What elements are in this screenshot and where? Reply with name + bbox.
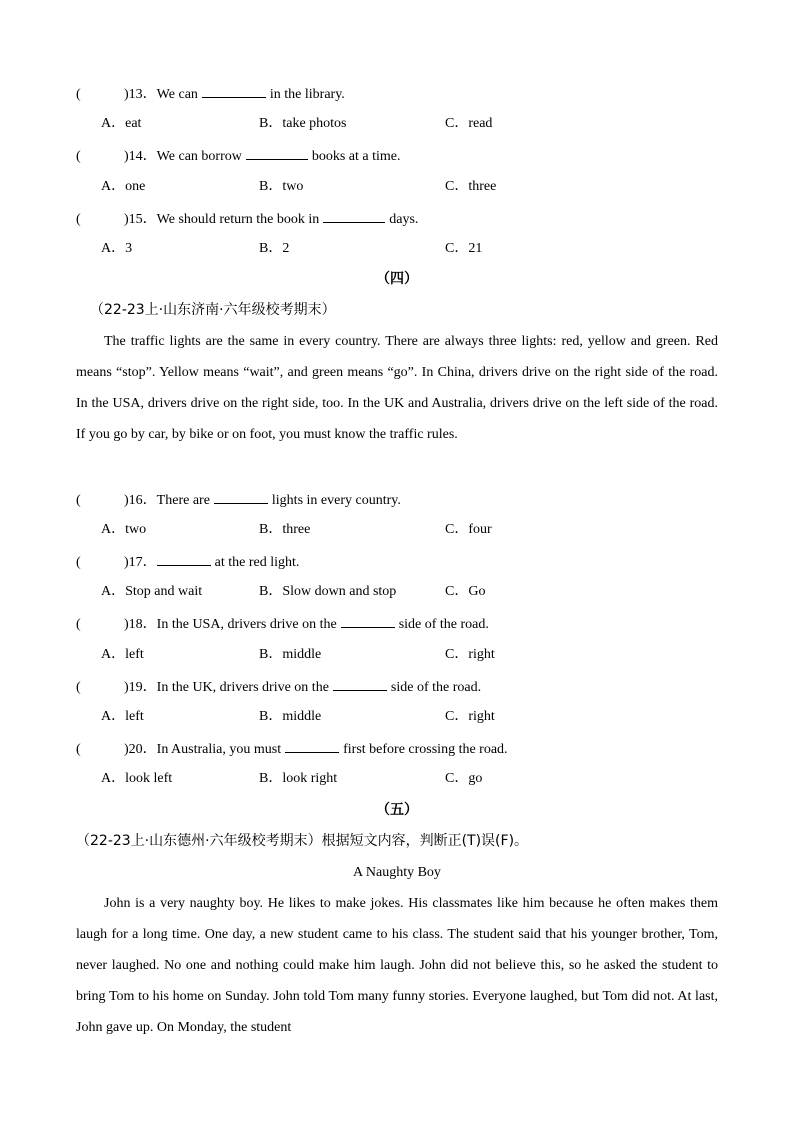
question-stem xyxy=(76,677,481,697)
answer-paren[interactable]: ( xyxy=(76,149,81,164)
option-c[interactable]: C．read xyxy=(445,116,493,131)
question-number: )14． xyxy=(124,149,157,164)
answer-paren[interactable]: ( xyxy=(76,680,81,695)
question-number: )15． xyxy=(124,212,157,227)
section-source: （22-23上·山东德州·六年级校考期末）根据短文内容，判断正(T)误(F)。 xyxy=(76,833,529,849)
passage-text: John is a very naughty boy. He likes to make jokes. His classmates like him because he often makes them laugh for a long time. One day, a new student came to his class. The student said that his younger brother, Tom, never laughed. No one and nothing could make him laugh. John did not believe this, so he asked the student to bring Tom to his home on Sunday. John told Tom many funny stories. Everyone laughed, but Tom did not. At last, John gave up. On Monday, the student xyxy=(76,896,718,1035)
option-a[interactable]: A．3 xyxy=(101,241,133,256)
stem-text: In Australia, you must xyxy=(156,742,282,757)
option-b[interactable]: B．middle xyxy=(259,709,322,724)
option-b[interactable]: B．take photos xyxy=(259,116,347,131)
option-b[interactable]: B．look right xyxy=(259,771,338,786)
option-b[interactable]: B．three xyxy=(259,522,311,537)
answer-blank[interactable] xyxy=(202,84,266,98)
option-b[interactable]: B．two xyxy=(259,179,304,194)
stem-text: side of the road. xyxy=(390,680,482,695)
option-a[interactable]: A．two xyxy=(101,522,147,537)
stem-text: In the UK, drivers drive on the xyxy=(156,680,329,695)
reading-passage xyxy=(76,888,718,1043)
stem-text: lights in every country. xyxy=(271,493,401,508)
answer-blank[interactable] xyxy=(323,209,385,223)
answer-blank[interactable] xyxy=(214,490,268,504)
option-c[interactable]: C．Go xyxy=(445,584,486,599)
stem-text: There are xyxy=(156,493,210,508)
passage-text: The traffic lights are the same in every country. There are always three lights: red, yellow and green. Red means “stop”. Yellow means “wait”, and green means “go”. In China, drivers drive on the right side of the road. In the USA, drivers drive on the right side, too. In the UK and Australia, drivers drive on the left side of the road. If you go by car, by bike or on foot, you must know the traffic rules. xyxy=(76,334,718,442)
answer-paren[interactable]: ( xyxy=(76,617,81,632)
question-stem xyxy=(76,739,508,759)
stem-text: in the library. xyxy=(269,87,345,102)
option-a[interactable]: A．one xyxy=(101,179,146,194)
option-c[interactable]: C．three xyxy=(445,179,497,194)
section-heading: （五） xyxy=(376,802,418,818)
question-number: )19． xyxy=(124,680,157,695)
answer-blank[interactable] xyxy=(157,552,211,566)
question-number: )18． xyxy=(124,617,157,632)
question-stem xyxy=(76,146,401,166)
option-a[interactable]: A．eat xyxy=(101,116,142,131)
question-stem xyxy=(76,209,418,229)
answer-paren[interactable]: ( xyxy=(76,87,81,102)
reading-passage xyxy=(76,326,718,450)
question-stem xyxy=(76,490,401,510)
question-stem xyxy=(76,552,299,572)
answer-blank[interactable] xyxy=(246,146,308,160)
question-number: )17． xyxy=(124,555,157,570)
option-a[interactable]: A．Stop and wait xyxy=(101,584,203,599)
option-a[interactable]: A．left xyxy=(101,647,144,662)
option-c[interactable]: C．right xyxy=(445,647,495,662)
option-b[interactable]: B．middle xyxy=(259,647,322,662)
option-b[interactable]: B．2 xyxy=(259,241,290,256)
answer-paren[interactable]: ( xyxy=(76,212,81,227)
question-number: )20． xyxy=(124,742,157,757)
stem-text: first before crossing the road. xyxy=(343,742,508,757)
option-c[interactable]: C．go xyxy=(445,771,483,786)
question-stem xyxy=(76,84,345,104)
option-b[interactable]: B．Slow down and stop xyxy=(259,584,397,599)
option-c[interactable]: C．21 xyxy=(445,241,483,256)
stem-text: side of the road. xyxy=(398,617,489,632)
stem-text: We can xyxy=(156,87,198,102)
option-a[interactable]: A．left xyxy=(101,709,144,724)
stem-text: We can borrow xyxy=(156,149,242,164)
option-c[interactable]: C．right xyxy=(445,709,495,724)
stem-text: books at a time. xyxy=(311,149,401,164)
stem-text: days. xyxy=(389,212,419,227)
answer-blank[interactable] xyxy=(333,677,387,691)
section-source: （22-23上·山东济南·六年级校考期末） xyxy=(90,302,336,318)
passage-title: A Naughty Boy xyxy=(353,865,441,880)
answer-blank[interactable] xyxy=(341,614,395,628)
section-heading: （四） xyxy=(376,271,418,287)
stem-text: at the red light. xyxy=(214,555,300,570)
answer-paren[interactable]: ( xyxy=(76,555,81,570)
question-stem xyxy=(76,614,489,634)
question-number: )13． xyxy=(124,87,157,102)
question-number: )16． xyxy=(124,493,157,508)
option-c[interactable]: C．four xyxy=(445,522,492,537)
stem-text: In the USA, drivers drive on the xyxy=(156,617,337,632)
answer-blank[interactable] xyxy=(285,739,339,753)
stem-text: We should return the book in xyxy=(156,212,320,227)
answer-paren[interactable]: ( xyxy=(76,742,81,757)
option-a[interactable]: A．look left xyxy=(101,771,173,786)
answer-paren[interactable]: ( xyxy=(76,493,81,508)
